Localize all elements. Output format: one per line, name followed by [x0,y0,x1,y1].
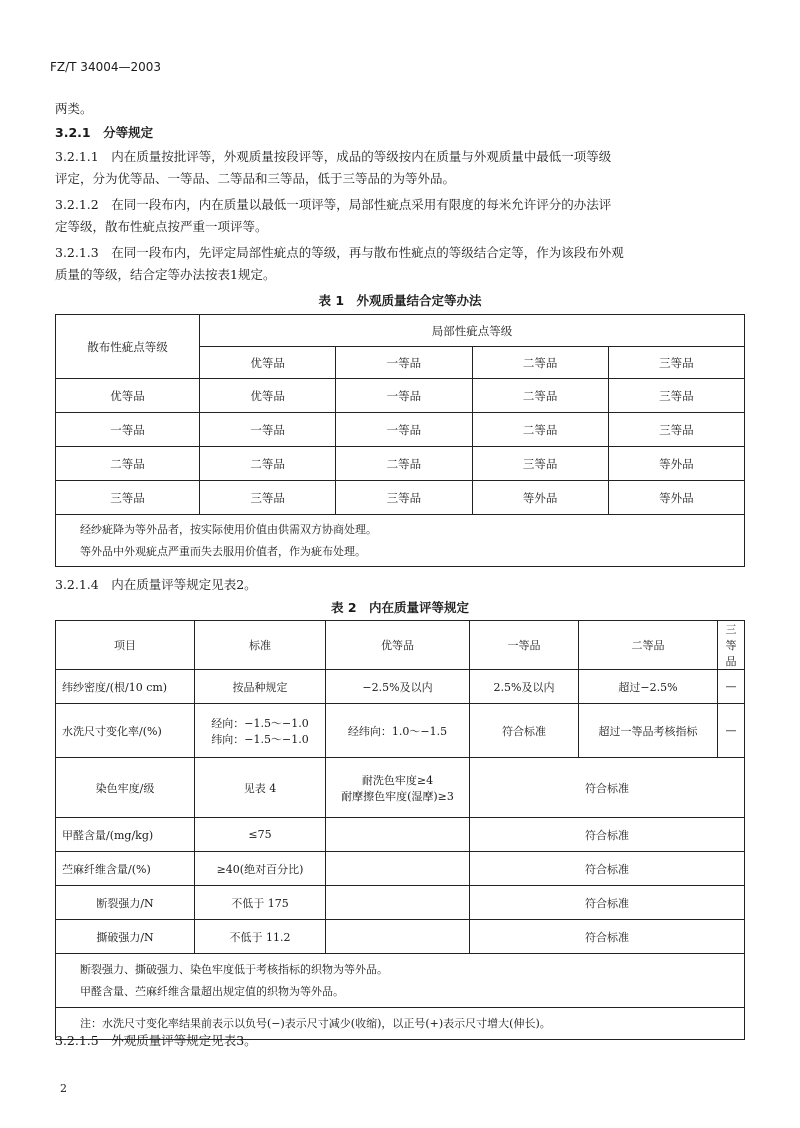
col-header: 三等品 [608,347,744,379]
table-row: 一等品 一等品 一等品 二等品 三等品 [56,413,745,447]
paragraph: 3.2.1.3 在同一段布内，先评定局部性疵点的等级，再与散布性疵点的等级结合定等，作为该段布外观 质量的等级，结合定等办法按表1规定。 [55,245,624,282]
table1-notes: 经纱疵降为等外品者，按实际使用价值由供需双方协商处理。 等外品中外观疵点严重而失去服用价值者，作为疵布处理。 [56,515,745,567]
corner-header: 散布性疵点等级 [56,315,200,379]
table-row: 甲醛含量/(mg/kg) ≤75 符合标准 [56,818,745,852]
col-header: 二等品 [579,621,718,670]
col-header: 一等品 [336,347,472,379]
table-row: 断裂强力/N 不低于 175 符合标准 [56,886,745,920]
col-header: 优等品 [200,347,336,379]
paragraph: 3.2.1.1 内在质量按批评等，外观质量按段评等，成品的等级按内在质量与外观质量中最低一项等级 评定，分为优等品、一等品、二等品和三等品，低于三等品的为等外品。 [55,149,612,186]
col-header: 二等品 [472,347,608,379]
page-number: 2 [60,1082,67,1095]
col-header: 一等品 [470,621,579,670]
table-row: 纬纱密度/(根/10 cm) 按品种规定 −2.5%及以内 2.5%及以内 超过−2.5% — [56,670,745,704]
table-row: 苎麻纤维含量/(%) ≥40(绝对百分比) 符合标准 [56,852,745,886]
table-row: 优等品 优等品 一等品 二等品 三等品 [56,379,745,413]
col-header: 优等品 [326,621,470,670]
paragraph: 3.2.1.5 外观质量评等规定见表3。 [55,1033,257,1048]
table-row: 水洗尺寸变化率/(%) 经向：−1.5～−1.0 纬向：−1.5～−1.0 经纬向：1.0～−1.5 符合标准 超过一等品考核指标 — [56,704,745,758]
table-row: 染色牢度/级 见表 4 耐洗色牢度≥4 耐摩擦色牢度(湿摩)≥3 符合标准 [56,758,745,818]
table-row: 三等品 三等品 三等品 等外品 等外品 [56,481,745,515]
table2 [55,620,745,1040]
paragraph: 两类。 [55,101,93,116]
paragraph: 3.2.1.2 在同一段布内，内在质量以最低一项评等，局部性疵点采用有限度的每米允许评分的办法评 定等级，散布性疵点按严重一项评等。 [55,197,612,234]
table2-footnote: 注：水洗尺寸变化率结果前表示以负号(−)表示尺寸减少(收缩)，以正号(+)表示尺寸增大(伸长)。 [56,1008,745,1040]
col-header: 三等品 [718,621,745,670]
table2-notes: 断裂强力、撕破强力、染色牢度低于考核指标的织物为等外品。 甲醛含量、苎麻纤维含量超出规定值的织物为等外品。 [56,954,745,1008]
table2-caption: 表 2 内在质量评等规定 [330,600,470,615]
paragraph: 3.2.1.4 内在质量评等规定见表2。 [55,577,257,592]
col-header: 项目 [56,621,195,670]
table1 [55,314,745,567]
standard-header: FZ/T 34004—2003 [50,60,162,74]
section-heading: 3.2.1 分等规定 [55,125,154,140]
table-row: 二等品 二等品 二等品 三等品 等外品 [56,447,745,481]
group-header: 局部性疵点等级 [200,315,745,347]
col-header: 标准 [195,621,326,670]
table-row: 撕破强力/N 不低于 11.2 符合标准 [56,920,745,954]
table1-caption: 表 1 外观质量结合定等办法 [318,293,482,308]
